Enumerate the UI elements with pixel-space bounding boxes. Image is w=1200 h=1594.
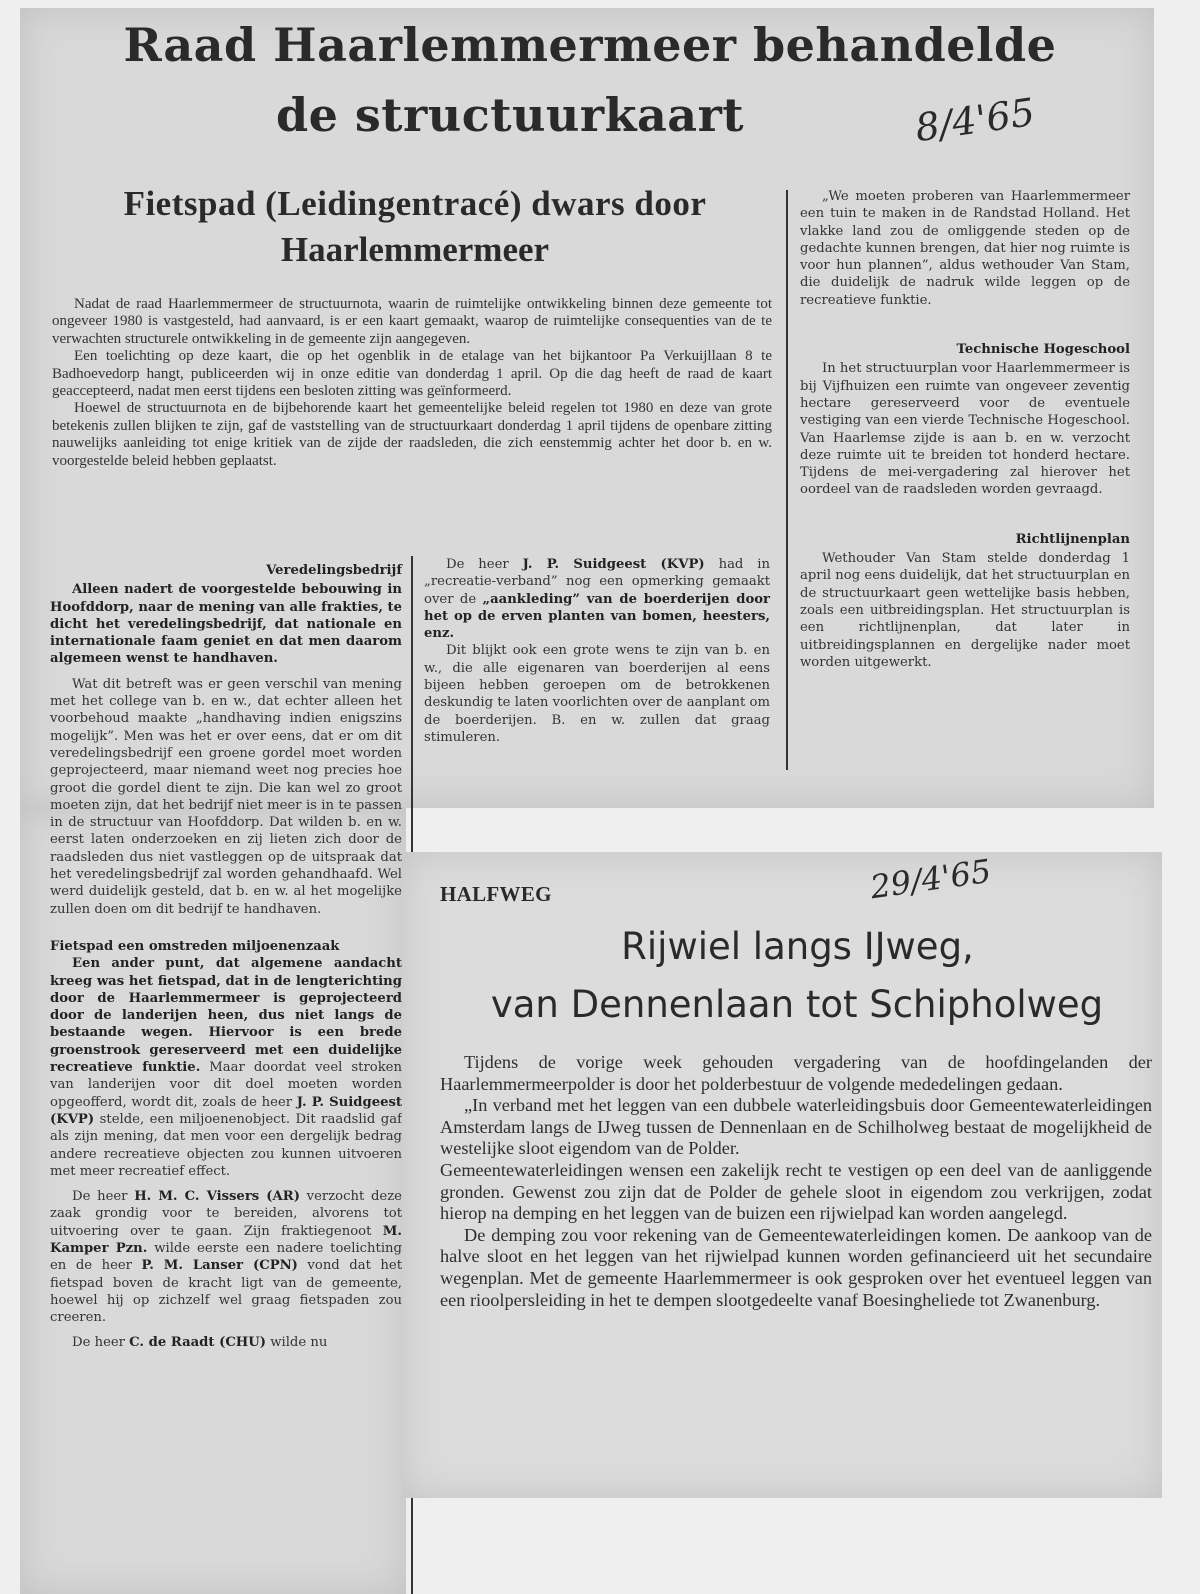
subheadline-line-1: Fietspad (Leidingentracé) dwars door xyxy=(123,184,707,223)
paragraph: Wat dit betreft was er geen verschil van mening met het college van b. en w., dat echter alleen het voorbehoud maakte „handhaving indien enigszins mogelijk”. Men was het er over eens, dat er om dit veredelingsbedrijf een groene gordel moet worden geprojecteerd, maar niemand weet nog precies hoe groot die gordel dient te zijn. Die kan wel zo groot moeten zijn, dat het bedrijf niet meer is in te passen in de structuur van Hoofddorp. Dat wilden b. en w. eerst laten onderzoeken en zij lieten zich door de raadsleden dus niet vastleggen op de uitspraak dat het veredelingsbedrijf zal worden gehandhaafd. Wel werd duidelijk gesteld, dat b. en w. al het mogelijke zullen doen om dit bedrijf te handhaven. xyxy=(50,676,402,917)
bold-text: „aankleding” van de boerderijen door het op de erven planten van bomen, heesters, enz. xyxy=(424,591,770,642)
column-divider xyxy=(786,190,788,770)
main-headline-line-1: Raad Haarlemmermeer behandelde xyxy=(123,18,1057,72)
person-name: J. P. Suidgeest (KVP) xyxy=(522,557,705,572)
handwritten-date-bottom: 29/4'65 xyxy=(867,851,994,907)
intro-paragraph: Een toelichting op deze kaart, die op het ogenblik in de etalage van het bijkantoor Pa Verkuijllaan 8 te Badhoevedorp hangt, publiceerden wij in onze editie van donderdag 1 april. Op die dag heeft de raad de kaart geaccepteerd, nadat men eerst tijdens een besloten zitting was geïnformeerd. xyxy=(52,348,772,400)
text: stelde, een miljoenenobject. Dit raadslid gaf als zijn mening, dat men voor een dergelijk bedrag andere recreatieve objecten zou kunnen uitvoeren met meer recreatief effect. xyxy=(50,1111,402,1179)
text: De heer xyxy=(72,1189,135,1205)
right-column xyxy=(800,188,1130,671)
section-heading-fietspad: Fietspad een omstreden miljoenenzaak xyxy=(50,938,340,954)
person-name: P. M. Lanser (CPN) xyxy=(141,1258,298,1274)
text: verzocht deze zaak grondig voor te bereiden, alvorens tot uitvoering over te gaan. Zijn fraktiegenoot xyxy=(50,1189,402,1239)
bold-text: Alleen nadert de voorgestelde bebouwing in Hoofddorp, naar de mening van alle frakties, te dicht het veredelingsbedrijf, dat nationale en internationale faam geniet en dat men daarom algemeen wenst te handhaven. xyxy=(50,582,402,667)
quote-paragraph: „We moeten proberen van Haarlemmermeer een tuin te maken in de Randstad Holland. Het vlakke land zou de omliggende steden op de gedachte kunnen brengen, dat hier nog ruimte is voor hun plannen”, aldus wethouder Van Stam, die duidelijk de nadruk wilde leggen op de recreatieve funktie. xyxy=(800,189,1130,308)
paragraph: Wethouder Van Stam stelde donderdag 1 april nog eens duidelijk, dat het structuurplan en de structuurkaart geen wettelijke basis hebben, zoals een uitbreidingsplan. Het structuurplan is een richtlijnenplan, dat later in uitbreidingsplannen en dergelijke nader moet worden uitgewerkt. xyxy=(800,551,1130,670)
text: Maar doordat veel stroken van landerijen voor dit doel moeten worden opgeofferd, wordt dit, zoals de heer xyxy=(50,1060,402,1110)
paragraph: In het structuurplan voor Haarlemmermeer is bij Vijfhuizen een ruimte van ongeveer zeventig hectare gereserveerd voor de eventuele vestiging van een vierde Technische Hogeschool. Van Haarlemse zijde is aan b. en w. verzocht deze ruimte uit te breiden tot honderd hectare. Tijdens de mei-vergadering zal hierover het oordeel van de raadsleden worden gevraagd. xyxy=(800,361,1130,498)
section-heading-technische-hogeschool: Technische Hogeschool xyxy=(956,342,1130,358)
text: De heer xyxy=(72,1335,130,1351)
middle-column xyxy=(424,556,770,746)
text: De heer xyxy=(446,557,523,572)
section-heading-richtlijnenplan: Richtlijnenplan xyxy=(1015,531,1130,547)
person-name: J. P. Suidgeest (KVP) xyxy=(50,1094,402,1127)
bottom-headline-line-1: Rijwiel langs IJweg, xyxy=(621,925,974,968)
paragraph: Tijdens de vorige week gehouden vergadering van de hoofdingelanden der Haarlemmermeerpolder is door het polderbestuur de volgende mededelingen gedaan. xyxy=(440,1052,1152,1094)
paragraph xyxy=(50,1334,402,1351)
subheadline-line-2: Haarlemmermeer xyxy=(280,230,550,269)
paragraph: „In verband met het leggen van een dubbele waterleidingsbuis door Gemeentewaterleidingen Amsterdam langs de IJweg tussen de Dennenlaan en de Schilholweg bestaat de mogelijkheid de westelijke sloot eigendom van de Polder. xyxy=(440,1095,1152,1159)
paragraph xyxy=(50,955,402,1180)
person-name: M. Kamper Pzn. xyxy=(50,1223,402,1256)
section-heading-veredelingsbedrijf: Veredelingsbedrijf xyxy=(266,563,402,578)
text: had in „recreatie-verband” nog een opmerking gemaakt over de xyxy=(424,557,770,607)
text: wilde nu xyxy=(266,1335,328,1351)
text: wilde eerste een nadere toelichting en de heer xyxy=(50,1240,402,1274)
location-label: HALFWEG xyxy=(440,882,552,906)
paragraph: Dit blijkt ook een grote wens te zijn van b. en w., die alle eigenaren van boerderijen al eens bijeen hebben geroepen om de betrokkenen deskundig te laten voorlichten over de aanplant om de boerderijen. B. en w. zullen dat graag stimuleren. xyxy=(424,643,770,745)
bold-text: Een ander punt, dat algemene aandacht kreeg was het fietspad, dat in de lengterichting door de Haarlemmermeer is geprojecteerd door de landerijen heen, dus niet langs de bestaande wegen. Hiervoor is een brede groenstrook gereserveerd met een duidelijke recreatieve funktie. xyxy=(50,956,402,1076)
handwritten-date-top: 8/4'65 xyxy=(912,89,1038,151)
intro-paragraph: Nadat de raad Haarlemmermeer de structuurnota, waarin de ruimtelijke ontwikkeling binnen deze gemeente tot ongeveer 1980 is vastgesteld, had aanvaard, is er een kaart gemaakt, waarop de ruimtelijke consequenties van de te verwachten structurele ontwikkeling in de gemeente zijn aangegeven. xyxy=(52,296,772,347)
left-column xyxy=(50,556,402,1352)
paragraph xyxy=(424,556,770,642)
bottom-article-body xyxy=(440,1052,1152,1311)
paragraph xyxy=(50,1188,402,1326)
main-headline-line-2: de structuurkaart xyxy=(275,88,745,142)
intro-text xyxy=(52,296,772,470)
text: vond dat het fietspad boven de kracht ligt van de gemeente, hoewel hij op zichzelf wel graag fietspaden zou creeren. xyxy=(50,1258,402,1326)
bold-paragraph xyxy=(50,581,402,667)
paragraph: De demping zou voor rekening van de Gemeentewaterleidingen komen. De aankoop van de halve sloot en het leggen van het rijwielpad kunnen worden gefinancieerd uit het secundaire wegenplan. Met de gemeente Haarlemmermeer is ook gesproken over het eventueel leggen van een rioolpersleiding in het te dempen slootgedeelte vanaf Boesingheliede tot Zwanenburg. xyxy=(440,1224,1152,1310)
person-name: C. de Raadt (CHU) xyxy=(129,1335,267,1351)
paragraph: Gemeentewaterleidingen wensen een zakelijk recht te vestigen op een deel van de aanliggende gronden. Gewenst zou zijn dat de Polder de gehele sloot in eigendom zou verkrijgen, zodat hierop na demping en het leggen van de buizen een rijwielpad kan worden aangelegd. xyxy=(440,1159,1152,1224)
intro-paragraph: Hoewel de structuurnota en de bijbehorende kaart het gemeentelijke beleid regelen tot 1980 en deze van grote betekenis zullen blijken te zijn, gaf de vaststelling van de structuurkaart donderdag 1 april tijdens de openbare zitting nauwelijks aanleiding tot enige kritiek van de zijde der raadsleden, die zich eenstemmig achter het door b. en w. voorgestelde beleid hebben geplaatst. xyxy=(52,400,772,469)
bottom-headline-line-2: van Dennenlaan tot Schipholweg xyxy=(490,983,1104,1026)
person-name: H. M. C. Vissers (AR) xyxy=(134,1189,300,1205)
